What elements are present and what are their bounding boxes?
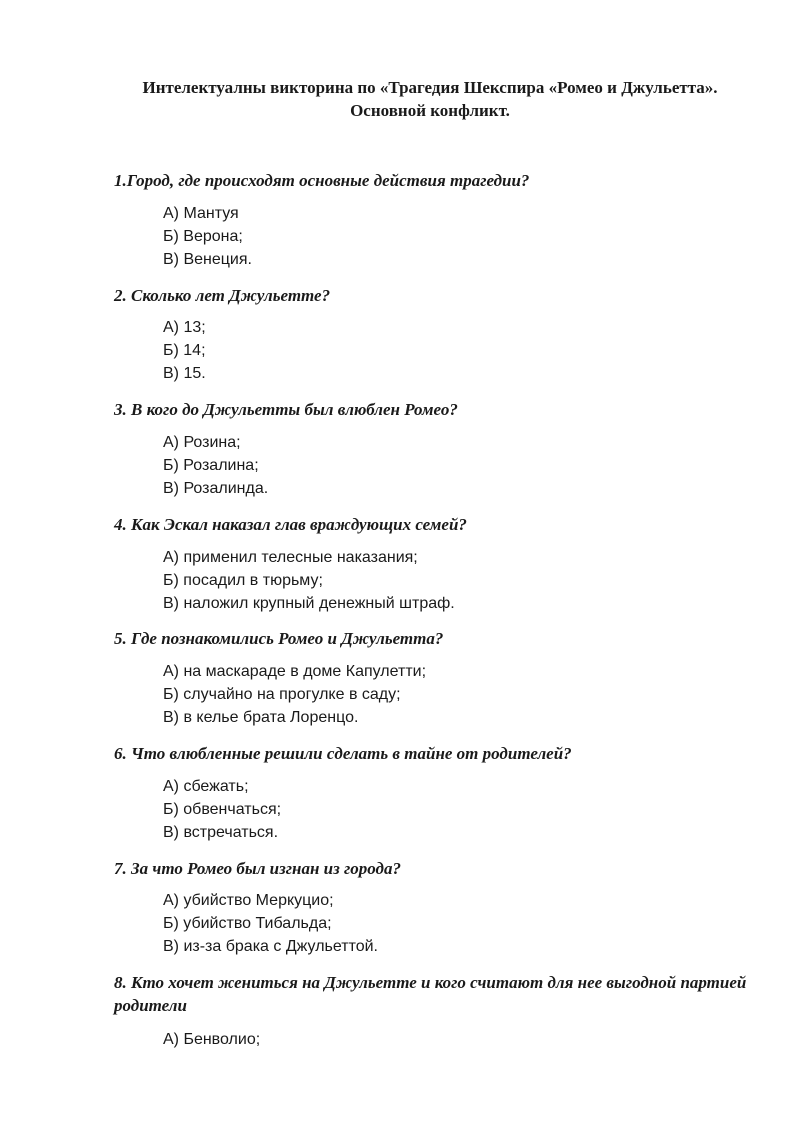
question-6-text: 6. Что влюбленные решили сделать в тайне от родителей? (114, 744, 572, 763)
question-8-answers (163, 1028, 723, 1051)
answer-option: Б) посадил в тюрьму; (163, 572, 323, 590)
question-1-answers (163, 202, 723, 272)
question-8-text: 8. Кто хочет жениться на Джульетте и кого считают для нее выгодной партией родители (114, 973, 747, 1015)
answer-option: А) Мантуя (163, 205, 239, 222)
answer-option: В) наложил крупный денежный штраф. (163, 595, 455, 613)
answer-option: А) 13; (163, 319, 206, 336)
answer-option: А) на маскараде в доме Капулетти; (163, 663, 427, 680)
answer-option: Б) 14; (163, 342, 206, 360)
question-5-answers (163, 660, 723, 730)
answer-option: А) Розина; (163, 434, 241, 451)
answer-option: В) Венеция. (163, 251, 252, 269)
answer-option: В) Розалинда. (163, 480, 269, 498)
answer-option: Б) Верона; (163, 228, 243, 246)
question-6-answers (163, 775, 723, 845)
question-2-answers (163, 316, 723, 386)
question-3-answers (163, 431, 723, 501)
question-4-answers (163, 546, 723, 616)
answer-option: Б) обвенчаться; (163, 801, 282, 819)
document-title: Интелектуалны викторина по «Трагедия Шекспира «Ромео и Джульетта». Основной конфликт. (142, 78, 718, 120)
answer-option: Б) случайно на прогулке в саду; (163, 686, 401, 704)
answer-option: Б) Розалина; (163, 457, 259, 475)
question-5-text: 5. Где познакомились Ромео и Джульетта? (114, 629, 444, 648)
question-1-text: 1.Город, где происходят основные действия трагедии? (114, 171, 530, 190)
answer-option: В) из-за брака с Джульеттой. (163, 938, 378, 956)
answer-option: А) убийство Меркуцио; (163, 892, 334, 909)
question-3-text: 3. В кого до Джульетты был влюблен Ромео? (114, 400, 458, 419)
question-7-text: 7. За что Ромео был изгнан из города? (114, 859, 401, 878)
answer-option: В) в келье брата Лоренцо. (163, 709, 359, 727)
answer-option: А) сбежать; (163, 778, 249, 795)
question-2-text: 2. Сколько лет Джульетте? (114, 286, 331, 305)
question-4-text: 4. Как Эскал наказал глав враждующих семей? (114, 515, 467, 534)
answer-option: В) 15. (163, 365, 206, 383)
answer-option: А) Бенволио; (163, 1031, 261, 1048)
answer-option: А) применил телесные наказания; (163, 549, 418, 566)
answer-option: Б) убийство Тибальда; (163, 915, 332, 933)
question-7-answers (163, 889, 723, 959)
answer-option: В) встречаться. (163, 824, 279, 842)
